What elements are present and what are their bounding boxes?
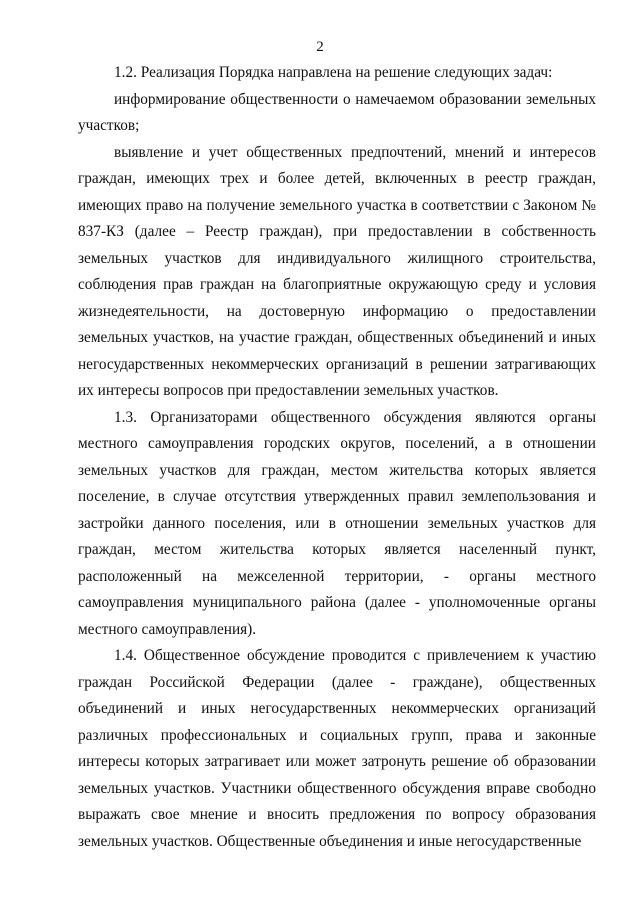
paragraph-task-identifying: выявление и учет общественных предпочтений, мнений и интересов граждан, имеющих трех и более детей, включенных в реестр граждан, имеющих право на получение земельного участка в соответствии с Законом № 837-КЗ (далее – Реестр граждан), при предоставлении в собственность земельных участков для индивидуального жилищного строительства, соблюдения прав граждан на благоприятные окружающую среду и условия жизнедеятельности, на достоверную информацию о предоставлении земельных участков, на участие граждан, общественных объединений и иных негосударственных некоммерческих организаций в решении затрагивающих их интересы вопросов при предоставлении земельных участков. bbox=[78, 143, 596, 399]
paragraph-1-2: 1.2. Реализация Порядка направлена на решение следующих задач: bbox=[114, 64, 553, 81]
paragraph-task-informing: информирование общественности о намечаемом образовании земельных участков; bbox=[78, 90, 596, 134]
paragraph-1-4: 1.4. Общественное обсуждение проводится с привлечением к участию граждан Российской Федерации (далее - граждане), общественных объединений и иных негосударственных некоммерческих организаций различных профессиональных и социальных групп, права и законные интересы которых затрагивает или может затронуть решение об образовании земельных участков. Участники общественного обсуждения вправе свободно выражать свое мнение и вносить предложения по вопросу образования земельных участков. Общественные объединения и иные негосударственные bbox=[78, 647, 596, 850]
page-number: 2 bbox=[316, 39, 324, 55]
paragraph-1-3: 1.3. Организаторами общественного обсуждения являются органы местного самоуправления городских округов, поселений, а в отношении земельных участков для граждан, местом жительства которых является поселение, в случае отсутствия утвержденных правил землепользования и застройки данного поселения, или в отношении земельных участков для граждан, местом жительства которых является населенный пункт, расположенный на межселенной территории, - органы местного самоуправления муниципального района (далее - уполномоченные органы местного самоуправления). bbox=[78, 408, 596, 638]
document-body bbox=[78, 60, 596, 855]
